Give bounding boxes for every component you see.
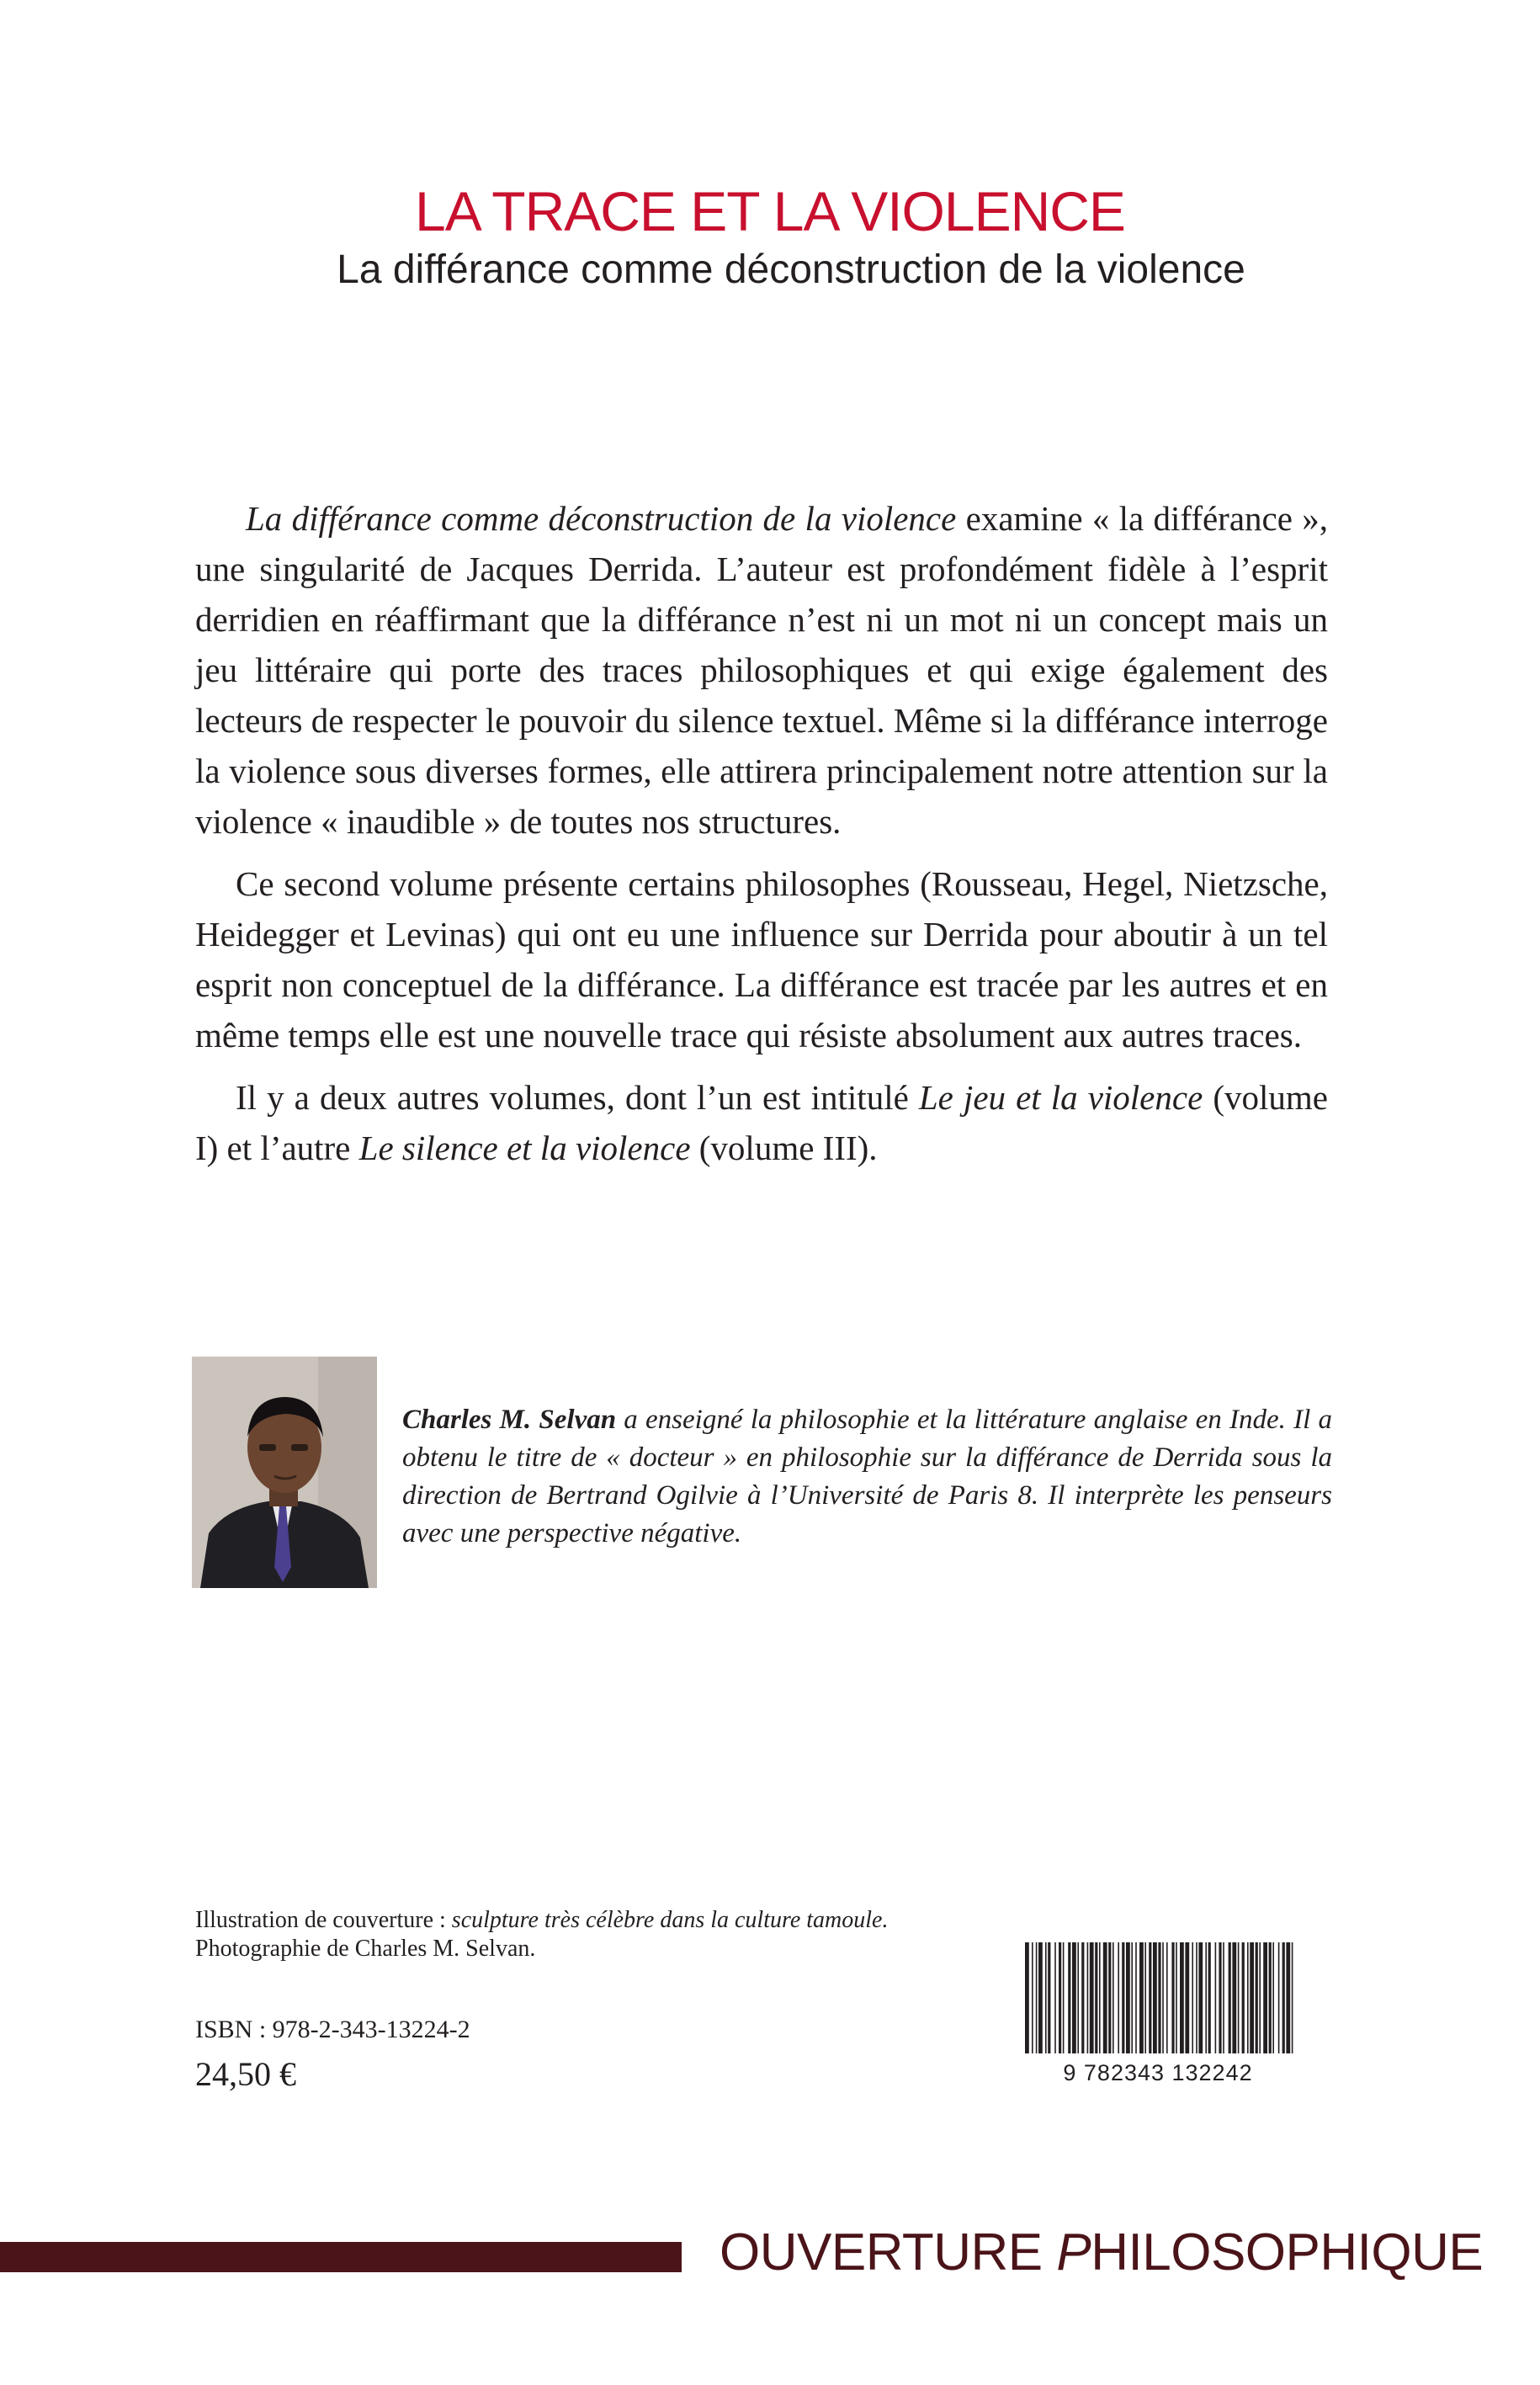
collection-part-2: P (1056, 2223, 1091, 2281)
barcode-bar (1278, 1942, 1280, 2053)
barcode-bar (1269, 1942, 1272, 2053)
barcode-bar (1048, 1942, 1050, 2053)
barcode-bar (1229, 1942, 1231, 2053)
barcode-bar (1272, 1942, 1274, 2053)
blurb-paragraph-1 (195, 493, 1328, 847)
barcode-bar (1180, 1942, 1184, 2053)
collection-part-1: OUVERTURE (720, 2223, 1057, 2281)
barcode-bar (1131, 1942, 1133, 2053)
collection-part-3: HILOSOPHIQUE (1091, 2223, 1484, 2281)
barcode-bar (1223, 1942, 1224, 2053)
barcode-bar (1118, 1942, 1119, 2053)
barcode (1010, 1939, 1306, 2086)
blurb-paragraph-2: Ce second volume présente certains philosophes (Rousseau, Hegel, Nietzsche, Heidegger et Levinas) qui ont eu une influence sur Derrida pour aboutir à un tel esprit non conceptuel de la différance. La différance est tracée par les autres et en même temps elle est une nouvelle trace qui résiste absolument aux autres traces. (195, 864, 1328, 1054)
blurb-p3-italic-2: Le silence et la violence (358, 1129, 691, 1167)
cover-credits (195, 1906, 888, 1963)
barcode-bar (1158, 1942, 1160, 2053)
illustration-description: sculpture très célèbre dans la culture tamoule. (451, 1907, 889, 1933)
barcode-bar (1215, 1942, 1217, 2053)
barcode-bar (1126, 1942, 1130, 2053)
illustration-label: Illustration de couverture : (195, 1907, 452, 1933)
isbn: ISBN : 978-2-343-13224-2 (195, 2016, 470, 2043)
barcode-bar (1208, 1942, 1211, 2053)
barcode-bar (1282, 1942, 1285, 2053)
barcode-bar (1144, 1942, 1146, 2053)
barcode-bar (1113, 1942, 1114, 2053)
barcode-bar (1292, 1942, 1293, 2053)
price: 24,50 € (195, 2055, 296, 2093)
barcode-bar (1059, 1942, 1061, 2053)
barcode-bar (1196, 1942, 1197, 2053)
barcode-bar (1103, 1942, 1107, 2053)
blurb-p1-italic: La différance comme déconstruction de la violence (246, 499, 957, 538)
barcode-bar (1077, 1942, 1079, 2053)
barcode-bar (1171, 1942, 1174, 2053)
blurb-p3-b: (volume I) et l’autre (195, 1078, 1328, 1167)
barcode-bars (1010, 1939, 1306, 2086)
barcode-bar (1081, 1942, 1084, 2053)
barcode-bar (1025, 1942, 1029, 2053)
barcode-bar (1063, 1942, 1065, 2053)
barcode-bar (1238, 1942, 1240, 2053)
barcode-bar (1054, 1942, 1056, 2053)
barcode-bar (1205, 1942, 1207, 2053)
barcode-bar (1247, 1942, 1249, 2053)
blurb-p3-italic-1: Le jeu et la violence (918, 1078, 1203, 1117)
barcode-bar (1122, 1942, 1124, 2053)
barcode-bar (1166, 1942, 1168, 2053)
barcode-bar (1242, 1942, 1245, 2053)
barcode-bar (1176, 1942, 1177, 2053)
barcode-bar (1087, 1942, 1089, 2053)
barcode-bar (1232, 1942, 1236, 2053)
barcode-bar (1153, 1942, 1157, 2053)
barcode-bar (1135, 1942, 1137, 2053)
barcode-bar (1263, 1942, 1267, 2053)
barcode-bar (1099, 1942, 1101, 2053)
barcode-bar (1256, 1942, 1258, 2053)
barcode-bar (1068, 1942, 1070, 2053)
barcode-bar (1219, 1942, 1221, 2053)
author-bio (402, 1401, 1332, 1553)
barcode-digits: 9 782343 132242 (1063, 2060, 1253, 2085)
back-cover-blurb (195, 493, 1328, 1185)
barcode-bar (1149, 1942, 1151, 2053)
barcode-bar (1072, 1942, 1076, 2053)
barcode-bar (1162, 1942, 1164, 2053)
collection-band (0, 2242, 682, 2272)
barcode-bar (1250, 1942, 1254, 2053)
barcode-bar (1090, 1942, 1094, 2053)
illustration-credit (195, 1906, 888, 1935)
book-title: LA TRACE ET LA VIOLENCE (415, 180, 1125, 242)
author-portrait-image (192, 1357, 377, 1588)
barcode-bar (1198, 1942, 1203, 2053)
author-bio-text: a enseigné la philosophie et la littérature anglaise en Inde. Il a obtenu le titre de « docteur » en philosophie sur la différance de Derrida sous la direction de Bertrand Ogilvie à l’Université de Paris 8. Il interprète les penseurs avec une perspective négative. (402, 1405, 1332, 1548)
barcode-bar (1095, 1942, 1097, 2053)
barcode-bar (1032, 1942, 1033, 2053)
barcode-bar (1108, 1942, 1111, 2053)
barcode-bar (1192, 1942, 1193, 2053)
blurb-p3-c: (volume III). (690, 1129, 878, 1167)
author-name: Charles M. Selvan (402, 1405, 617, 1435)
blurb-p3-a: Il y a deux autres volumes, dont l’un est intitulé (236, 1078, 919, 1117)
barcode-bar (1038, 1942, 1043, 2053)
barcode-bar (1185, 1942, 1189, 2053)
barcode-bar (1139, 1942, 1144, 2053)
barcode-bar (1259, 1942, 1261, 2053)
barcode-bar (1045, 1942, 1047, 2053)
author-photo (192, 1357, 377, 1588)
blurb-p1-text: examine « la différance », une singularité de Jacques Derrida. L’auteur est profondément fidèle à l’esprit derridien en réaffirmant que la différance n’est ni un mot ni un concept mais un jeu littéraire qui porte des traces philosophiques et qui exige également des lecteurs de respecter le pouvoir du silence textuel. Même si la différance interroge la violence sous diverses formes, elle attirera principalement notre attention sur la violence « inaudible » de toutes nos structures. (195, 499, 1328, 841)
barcode-bar (1286, 1942, 1290, 2053)
barcode-bar (1036, 1942, 1038, 2053)
blurb-paragraph-3 (195, 1072, 1328, 1173)
book-subtitle: La différance comme déconstruction de la violence (337, 247, 1245, 292)
photo-credit: Photographie de Charles M. Selvan. (195, 1936, 536, 1962)
collection-name (720, 2224, 1483, 2281)
